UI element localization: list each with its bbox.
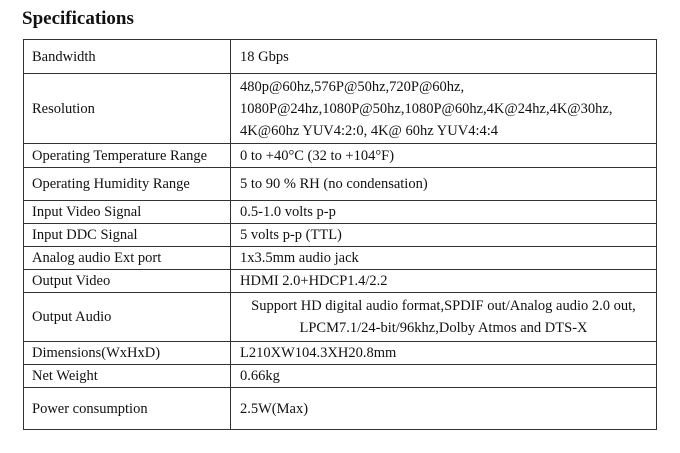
table-row	[24, 168, 657, 201]
row-value	[231, 247, 657, 270]
value-line: HDMI 2.0+HDCP1.4/2.2	[240, 273, 388, 289]
row-label: Power consumption	[24, 388, 231, 430]
row-label: Operating Humidity Range	[24, 168, 231, 201]
row-value	[231, 388, 657, 430]
row-value	[231, 342, 657, 365]
value-line: 480p@60hz,576P@50hz,720P@60hz,	[240, 78, 465, 95]
row-value	[231, 144, 657, 168]
row-value	[231, 365, 657, 388]
row-value	[231, 270, 657, 293]
value-line: 1080P@24hz,1080P@50hz,1080P@60hz,4K@24hz,4K@30hz,	[240, 100, 613, 117]
row-label: Resolution	[24, 74, 231, 144]
value-line: 18 Gbps	[240, 48, 289, 65]
row-label: Operating Temperature Range	[24, 144, 231, 168]
row-value	[231, 201, 657, 224]
row-value	[231, 168, 657, 201]
value-line: 5 volts p-p (TTL)	[240, 227, 342, 243]
value-line: 0.66kg	[240, 368, 280, 384]
value-line: 0 to +40°C (32 to +104°F)	[240, 147, 395, 164]
row-label: Output Audio	[24, 293, 231, 342]
row-label: Bandwidth	[24, 40, 231, 74]
table-row	[24, 74, 657, 144]
table-row	[24, 247, 657, 270]
table-row	[24, 270, 657, 293]
table-row	[24, 342, 657, 365]
table-row	[24, 388, 657, 430]
row-label: Net Weight	[24, 365, 231, 388]
table-row	[24, 201, 657, 224]
row-label: Dimensions(WxHxD)	[24, 342, 231, 365]
row-label: Output Video	[24, 270, 231, 293]
row-value	[231, 224, 657, 247]
value-line: LPCM7.1/24-bit/96khz,Dolby Atmos and DTS-X	[299, 320, 588, 336]
value-line: L210XW104.3XH20.8mm	[240, 345, 397, 361]
row-label: Analog audio Ext port	[24, 247, 231, 270]
table-row	[24, 40, 657, 74]
table-row	[24, 365, 657, 388]
value-line: 1x3.5mm audio jack	[240, 250, 359, 266]
row-value	[231, 40, 657, 74]
value-line: Support HD digital audio format,SPDIF out/Analog audio 2.0 out,	[251, 298, 636, 314]
table-row	[24, 293, 657, 342]
page-title: Specifications	[22, 8, 134, 29]
value-line: 4K@60hz YUV4:2:0, 4K@ 60hz YUV4:4:4	[240, 122, 499, 139]
value-line: 5 to 90 % RH (no condensation)	[240, 176, 428, 192]
row-value	[231, 293, 657, 342]
value-line: 0.5-1.0 volts p-p	[240, 204, 336, 220]
row-label: Input DDC Signal	[24, 224, 231, 247]
table-row	[24, 224, 657, 247]
row-label: Input Video Signal	[24, 201, 231, 224]
table-row	[24, 144, 657, 168]
value-line: 2.5W(Max)	[240, 400, 309, 417]
row-value	[231, 74, 657, 144]
specifications-table	[23, 39, 657, 430]
